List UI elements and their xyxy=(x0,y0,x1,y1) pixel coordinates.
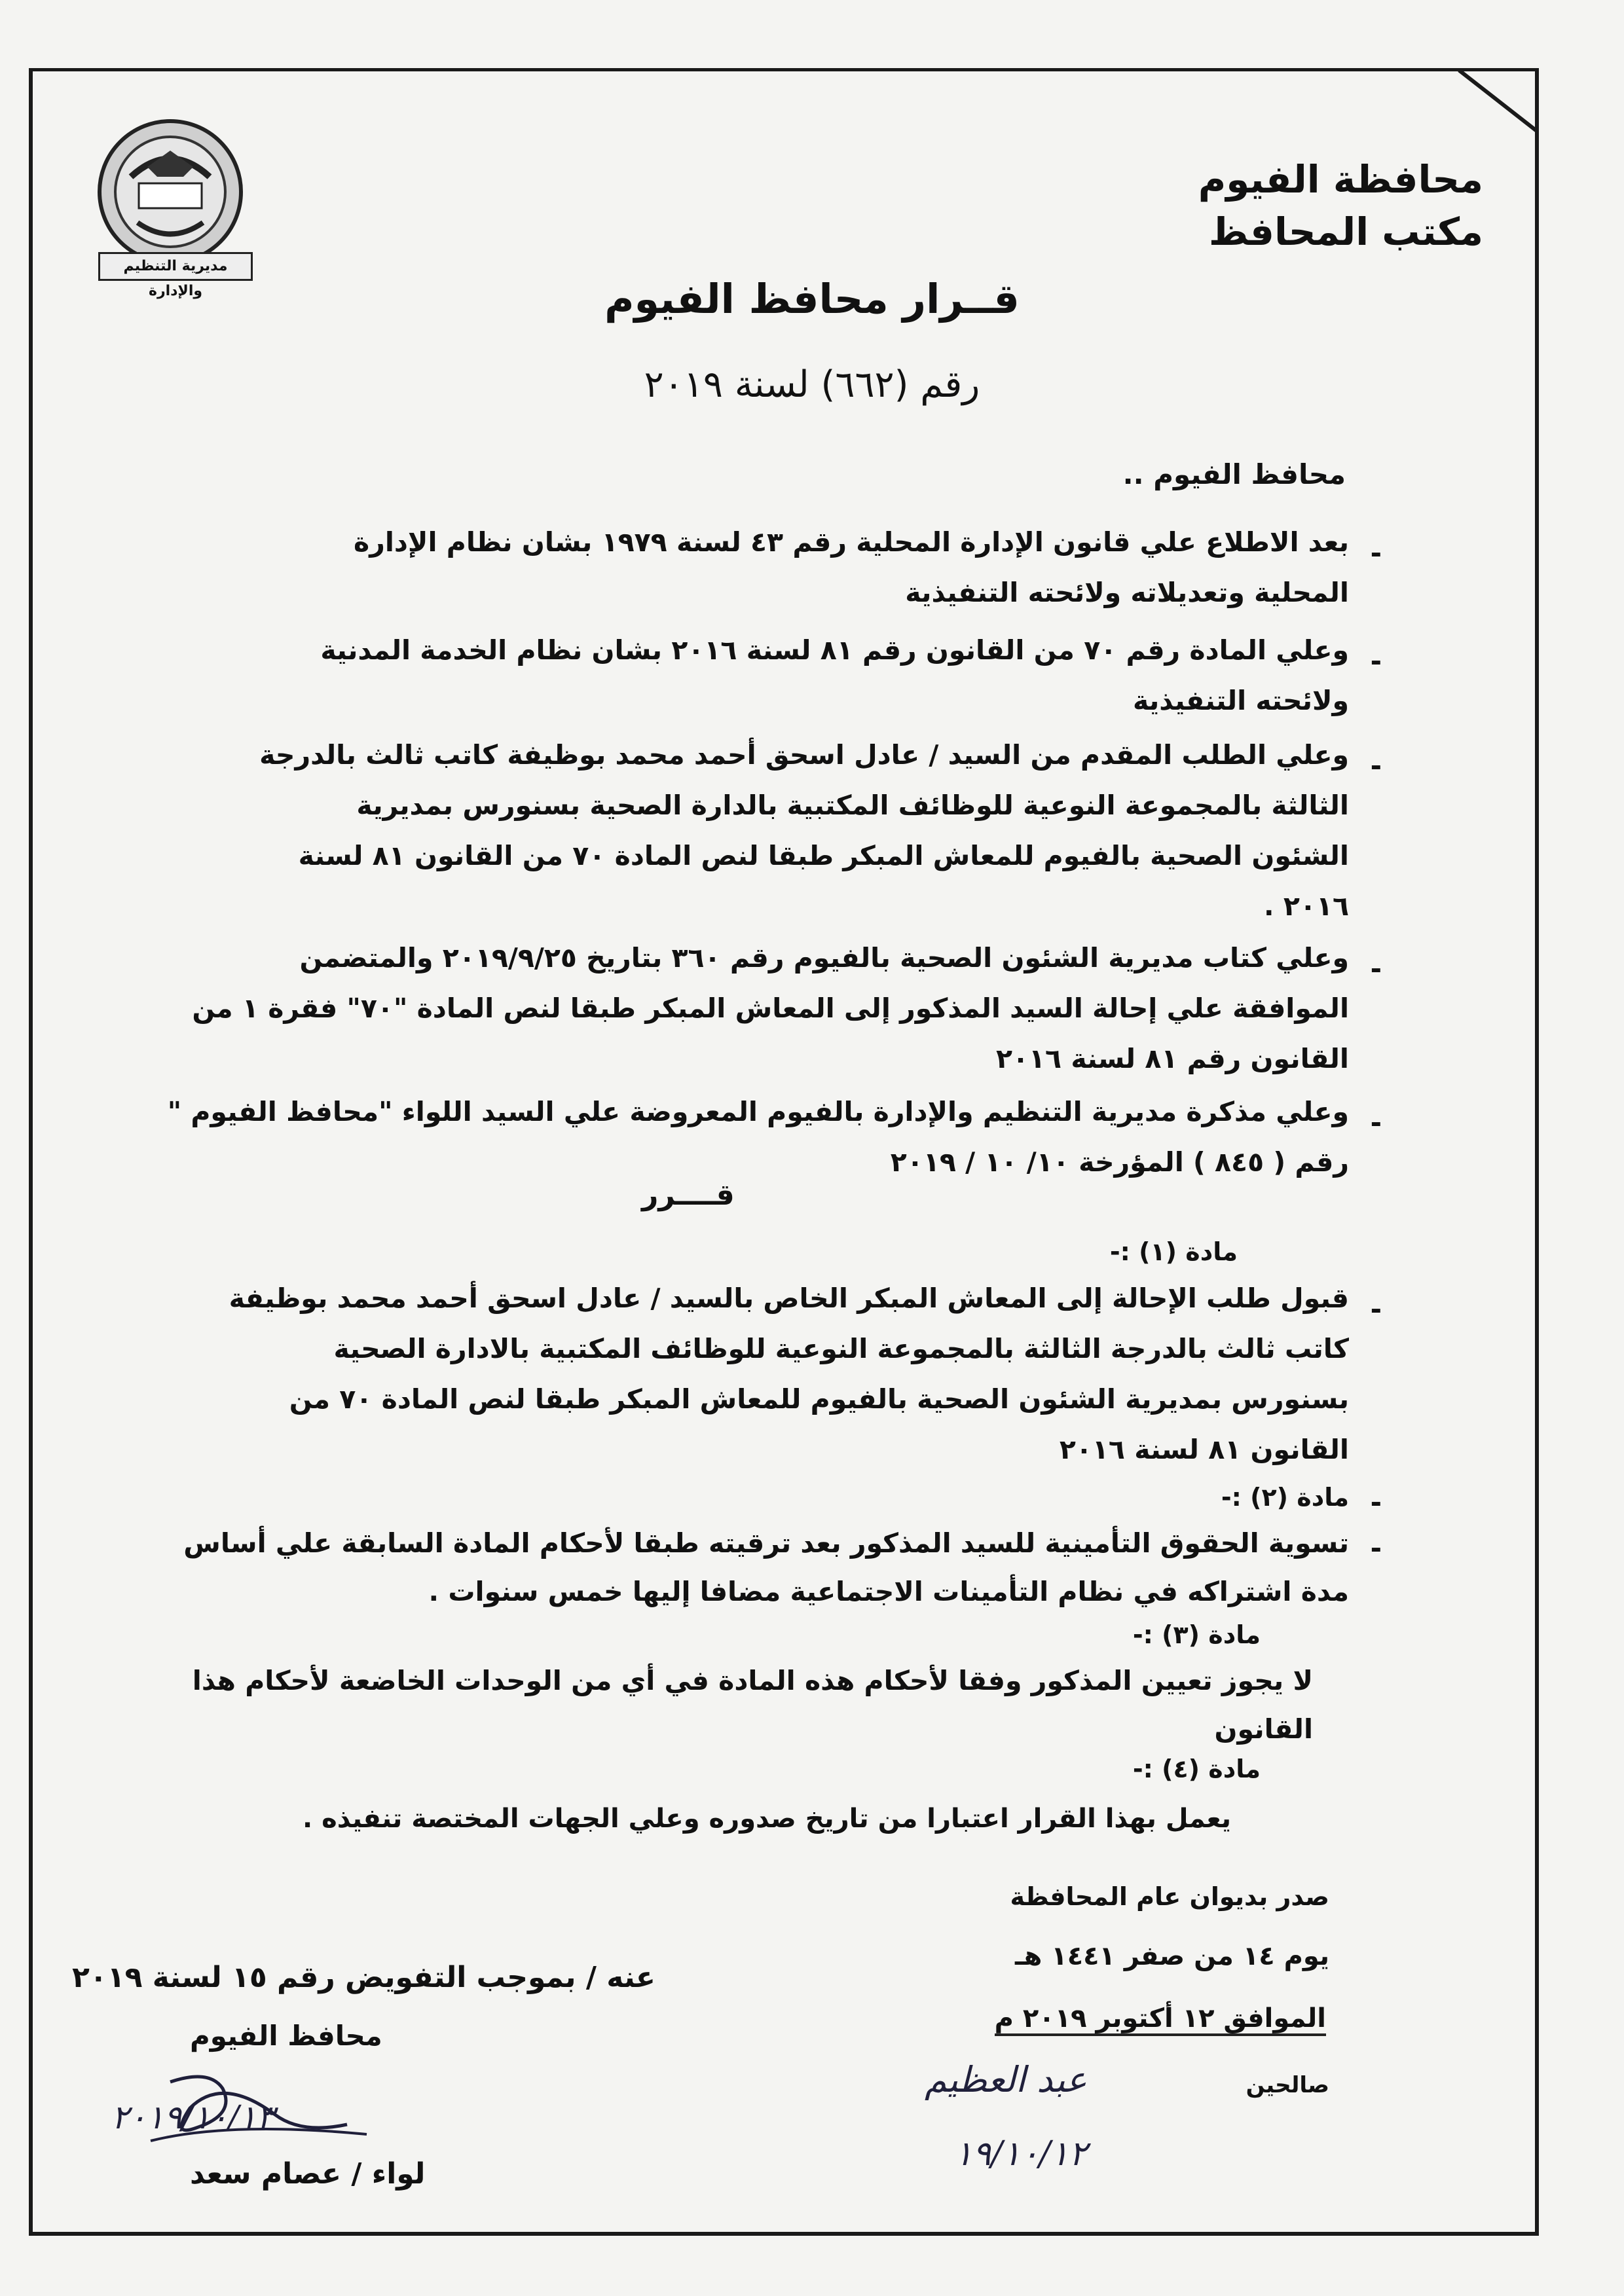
text-line: القانون ٨١ لسنة ٢٠١٦ xyxy=(1059,1434,1349,1465)
preamble-item xyxy=(92,933,1349,1084)
office-name: مكتب المحافظ xyxy=(1208,210,1483,254)
text-line: لا يجوز تعيين المذكور وفقا لأحكام هذه المادة في أي من الوحدات الخاضعة لأحكام هذا xyxy=(192,1665,1313,1696)
text-line: تسوية الحقوق التأمينية للسيد المذكور بعد ترقيته طبقا لأحكام المادة السابقة علي أساس xyxy=(183,1527,1349,1559)
issued-place: صدر بديوان عام المحافظة xyxy=(1010,1882,1329,1911)
text-line: ٢٠١٦ . xyxy=(1264,890,1349,922)
text-line: القانون رقم ٨١ لسنة ٢٠١٦ xyxy=(995,1043,1349,1074)
preamble-item xyxy=(92,625,1349,726)
clerk-label: صالحين xyxy=(1246,2072,1329,2098)
bullet-icon: - xyxy=(1370,1532,1382,1564)
article-heading: مادة (٢) :- xyxy=(1221,1483,1349,1512)
bullet-icon: - xyxy=(1370,953,1382,985)
signatory-title: محافظ الفيوم xyxy=(190,2020,382,2052)
bullet-icon: - xyxy=(1370,537,1382,569)
text-line: بعد الاطلاع علي قانون الإدارة المحلية رقم ٤٣ لسنة ١٩٧٩ بشان نظام الإدارة xyxy=(354,526,1349,558)
text-line: الموافقة علي إحالة السيد المذكور إلى المعاش المبكر طبقا لنص المادة "٧٠" فقرة ١ من xyxy=(192,993,1349,1024)
article-heading: مادة (٣) :- xyxy=(1132,1620,1261,1649)
governorate-name: محافظة الفيوم xyxy=(1198,157,1483,202)
article-body xyxy=(92,1273,1349,1475)
preamble-item xyxy=(92,1087,1349,1188)
bullet-icon: - xyxy=(1370,645,1382,677)
issued-gregorian-date: الموافق ١٢ أكتوبر ٢٠١٩ م xyxy=(995,2003,1326,2036)
signatory-name: لواء / عصام سعد xyxy=(190,2157,426,2191)
text-line: وعلي المادة رقم ٧٠ من القانون رقم ٨١ لسنة ٢٠١٦ بشان نظام الخدمة المدنية xyxy=(320,634,1349,666)
text-line: الثالثة بالمجموعة النوعية للوظائف المكتبية بالدارة الصحية بسنورس بمديرية xyxy=(356,790,1349,821)
text-line: وعلي مذكرة مديرية التنظيم والإدارة بالفيوم المعروضة علي السيد اللواء "محافظ الفيوم " xyxy=(167,1096,1349,1127)
text-line: رقم ( ٨٤٥ ) المؤرخة ١٠/ ١٠ / ٢٠١٩ xyxy=(890,1146,1349,1178)
bullet-icon: - xyxy=(1370,1293,1382,1325)
decision-number: رقم (٦٦٢) لسنة ٢٠١٩ xyxy=(644,363,980,406)
governorate-seal-logo xyxy=(92,115,249,272)
article-heading: مادة (٤) :- xyxy=(1132,1755,1261,1783)
text-line: بسنورس بمديرية الشئون الصحية بالفيوم للمعاش المبكر طبقا لنص المادة ٧٠ من xyxy=(289,1383,1349,1415)
decides-heading: قــــرر xyxy=(642,1178,735,1212)
text-line: المحلية وتعديلاته ولائحته التنفيذية xyxy=(905,577,1349,608)
bullet-icon: - xyxy=(1370,750,1382,782)
text-line: الشئون الصحية بالفيوم للمعاش المبكر طبقا لنص المادة ٧٠ من القانون ٨١ لسنة xyxy=(298,840,1349,871)
seal-caption: مديرية التنظيم والإدارة xyxy=(98,252,253,281)
text-line: كاتب ثالث بالدرجة الثالثة بالمجموعة النوعية للوظائف المكتبية بالادارة الصحية xyxy=(333,1333,1349,1364)
issued-hijri-date: يوم ١٤ من صفر ١٤٤١ هـ xyxy=(1014,1941,1329,1971)
clerk-signature: عبد العظيم xyxy=(924,2059,1087,2100)
text-line: وعلي الطلب المقدم من السيد / عادل اسحق أحمد محمد بوظيفة كاتب ثالث بالدرجة xyxy=(259,739,1349,771)
text-line: ولائحته التنفيذية xyxy=(1133,685,1349,716)
preamble-item xyxy=(92,730,1349,932)
article-heading: مادة (١) :- xyxy=(1109,1237,1238,1266)
preamble-item xyxy=(92,517,1349,618)
article-body xyxy=(36,1656,1313,1753)
clerk-signature-date: ١٩/١٠/١٢ xyxy=(954,2134,1087,2174)
delegation-line: عنه / بموجب التفويض رقم ١٥ لسنة ٢٠١٩ xyxy=(72,1961,655,1994)
text-line: القانون xyxy=(1214,1713,1313,1745)
text-line: وعلي كتاب مديرية الشئون الصحية بالفيوم رقم ٣٦٠ بتاريخ ٢٠١٩/٩/٢٥ والمتضمن xyxy=(299,942,1349,974)
bullet-icon: - xyxy=(1370,1486,1382,1518)
addressee: محافظ الفيوم .. xyxy=(1122,458,1346,490)
article-body xyxy=(92,1519,1349,1616)
bullet-icon: - xyxy=(1370,1106,1382,1139)
decision-title: قــرار محافظ الفيوم xyxy=(604,275,1020,323)
text-line: مدة اشتراكه في نظام التأمينات الاجتماعية مضافا إليها خمس سنوات . xyxy=(428,1576,1349,1607)
text-line: قبول طلب الإحالة إلى المعاش المبكر الخاص بالسيد / عادل اسحق أحمد محمد بوظيفة xyxy=(229,1283,1349,1314)
signature-date: ٢٠١٩/١٠/١٣ xyxy=(111,2098,274,2136)
article-body-line: يعمل بهذا القرار اعتبارا من تاريخ صدوره وعلي الجهات المختصة تنفيذه . xyxy=(303,1804,1231,1834)
